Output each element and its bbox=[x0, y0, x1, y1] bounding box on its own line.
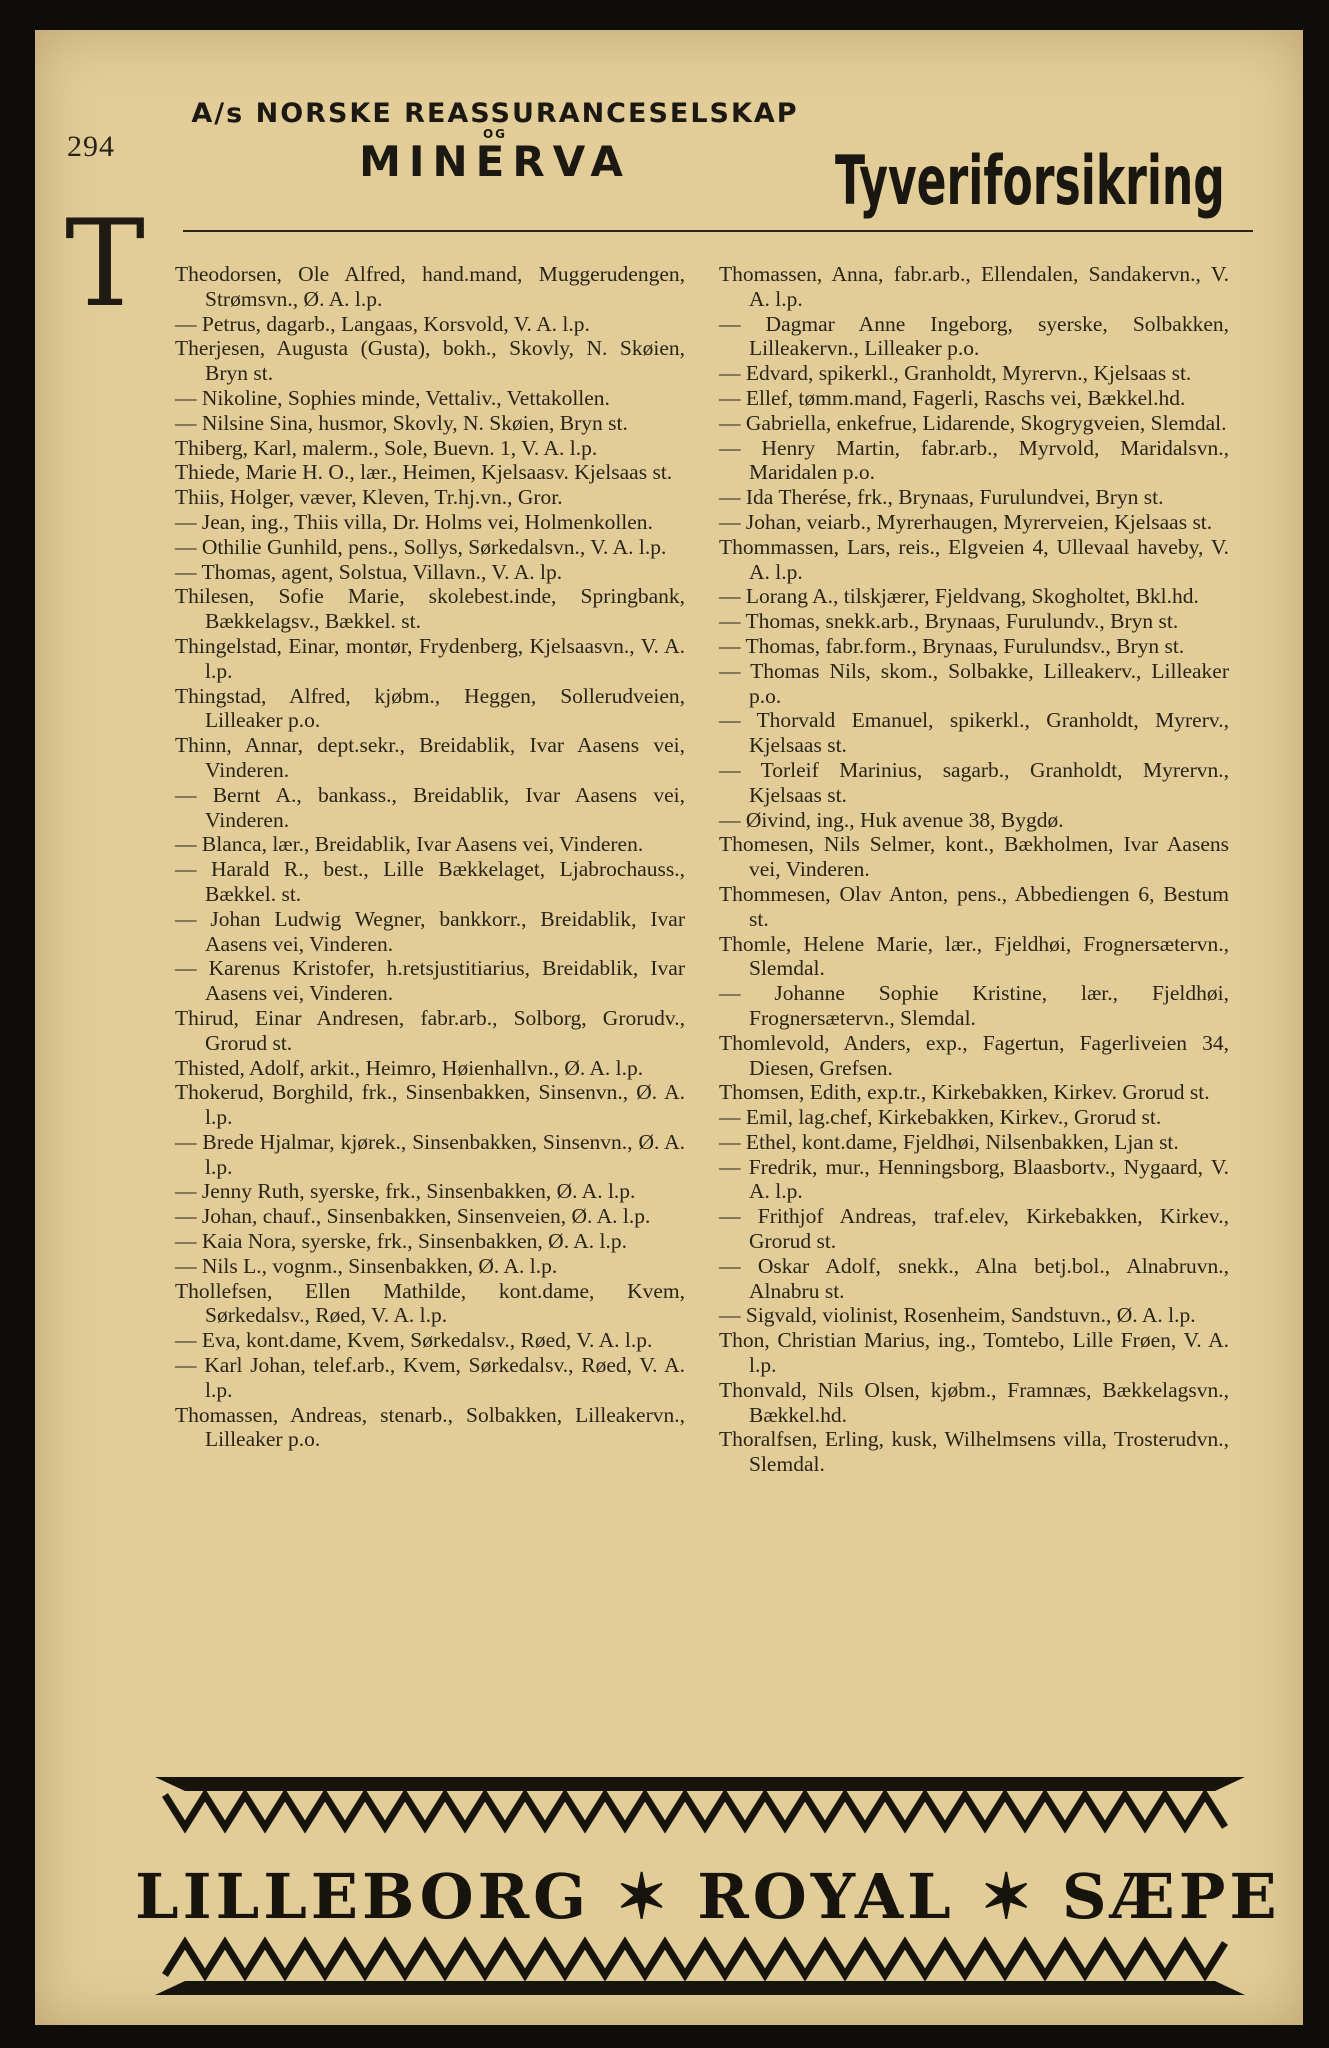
directory-entry: — Johan, veiarb., Myrerhaugen, Myrerveien, Kjelsaas st. bbox=[719, 509, 1213, 534]
directory-entry: — Ellef, tømm.mand, Fagerli, Raschs vei, Bækkel.hd. bbox=[719, 385, 1186, 410]
directory-entry: Thomesen, Nils Selmer, kont., Bækholmen, Ivar Aasens vei, Vinderen. bbox=[719, 832, 1229, 882]
directory-entry: Thingstad, Alfred, kjøbm., Heggen, Sollerudveien, Lilleaker p.o. bbox=[175, 683, 685, 733]
directory-entry: Thoralfsen, Erling, kusk, Wilhelmsens villa, Trosterudvn., Slemdal. bbox=[719, 1427, 1229, 1477]
conjunction-og: OG bbox=[482, 127, 508, 141]
directory-entry: — Bernt A., bankass., Breidablik, Ivar Aasens vei, Vinderen. bbox=[175, 782, 685, 832]
directory-entry: Thommesen, Olav Anton, pens., Abbediengen 6, Bestum st. bbox=[719, 881, 1229, 931]
directory-entry: Thiis, Holger, væver, Kleven, Tr.hj.vn., Gror. bbox=[175, 485, 563, 510]
directory-entry: — Blanca, lær., Breidablik, Ivar Aasens vei, Vinderen. bbox=[175, 832, 644, 857]
directory-entry: Thiberg, Karl, malerm., Sole, Buevn. 1, V. A. l.p. bbox=[175, 435, 598, 460]
directory-entry: — Johanne Sophie Kristine, lær., Fjeldhøi, Frognersætervn., Slemdal. bbox=[719, 981, 1229, 1030]
directory-entry: — Johan Ludwig Wegner, bankkorr., Breidablik, Ivar Aasens vei, Vinderen. bbox=[175, 906, 685, 956]
directory-entry: — Othilie Gunhild, pens., Sollys, Sørkedalsvn., V. A. l.p. bbox=[175, 534, 667, 559]
directory-entry: — Nilsine Sina, husmor, Skovly, N. Skøien, Bryn st. bbox=[175, 410, 628, 435]
directory-entry: — Henry Martin, fabr.arb., Myrvold, Maridalsvn., Maridalen p.o. bbox=[719, 435, 1229, 485]
minerva-name: MINERVA bbox=[359, 137, 631, 186]
ad-slogan: LILLEBORG ✶ ROYAL ✶ SÆPE bbox=[135, 1860, 1281, 1933]
directory-entry: Thomsen, Edith, exp.tr., Kirkebakken, Kirkev. Grorud st. bbox=[719, 1080, 1210, 1105]
directory-entry: Thinn, Annar, dept.sekr., Breidablik, Ivar Aasens vei, Vinderen. bbox=[175, 733, 685, 782]
directory-entry: — Brede Hjalmar, kjørek., Sinsenbakken, Sinsenvn., Ø. A. l.p. bbox=[175, 1129, 685, 1179]
insurance-ad-header bbox=[175, 98, 815, 186]
directory-entry: Thonvald, Nils Olsen, kjøbm., Framnæs, Bækkelagsvn., Bækkel.hd. bbox=[719, 1377, 1229, 1427]
directory-entry: — Nikoline, Sophies minde, Vettaliv., Vettakollen. bbox=[175, 385, 610, 410]
directory-entry: — Lorang A., tilskjærer, Fjeldvang, Skogholtet, Bkl.hd. bbox=[719, 584, 1199, 609]
directory-entry: — Frithjof Andreas, traf.elev, Kirkebakken, Kirkev., Grorud st. bbox=[719, 1204, 1229, 1254]
directory-page bbox=[35, 30, 1303, 2025]
directory-entry: — Jean, ing., Thiis villa, Dr. Holms vei, Holmenkollen. bbox=[175, 509, 653, 534]
directory-entry: Thilesen, Sofie Marie, skolebest.inde, Springbank, Bækkelagsv., Bækkel. st. bbox=[175, 584, 685, 634]
company-name: A/s NORSKE REASSURANCESELSKAP bbox=[191, 98, 799, 129]
directory-entry: — Harald R., best., Lille Bækkelaget, Ljabrochauss., Bækkel. st. bbox=[175, 857, 685, 906]
directory-entry: — Fredrik, mur., Henningsborg, Blaasbortv., Nygaard, V. A. l.p. bbox=[719, 1154, 1229, 1204]
header-divider bbox=[183, 230, 1253, 232]
directory-entry: — Kaia Nora, syerske, frk., Sinsenbakken, Ø. A. l.p. bbox=[175, 1229, 628, 1254]
directory-entry: Thiede, Marie H. O., lær., Heimen, Kjelsaasv. Kjelsaas st. bbox=[175, 460, 673, 485]
directory-entry: — Nils L., vognm., Sinsenbakken, Ø. A. l.p. bbox=[175, 1253, 558, 1278]
directory-entry: — Sigvald, violinist, Rosenheim, Sandstuvn., Ø. A. l.p. bbox=[719, 1303, 1196, 1328]
section-letter: T bbox=[65, 195, 146, 334]
right-column bbox=[719, 262, 1229, 1477]
directory-entry: — Karenus Kristofer, h.retsjustitiarius, Breidablik, Ivar Aasens vei, Vinderen. bbox=[175, 956, 685, 1006]
directory-entry: Thon, Christian Marius, ing., Tomtebo, Lille Frøen, V. A. l.p. bbox=[719, 1328, 1229, 1378]
directory-entry: — Thomas, snekk.arb., Brynaas, Furulundv., Bryn st. bbox=[719, 609, 1179, 634]
directory-entry: — Eva, kont.dame, Kvem, Sørkedalsv., Røed, V. A. l.p. bbox=[175, 1328, 653, 1353]
directory-entry: Thomassen, Andreas, stenarb., Solbakken, Lilleakervn., Lilleaker p.o. bbox=[175, 1402, 685, 1452]
directory-entry: — Ethel, kont.dame, Fjeldhøi, Nilsenbakken, Ljan st. bbox=[719, 1129, 1179, 1154]
directory-entry: — Thomas, fabr.form., Brynaas, Furulundsv., Bryn st. bbox=[719, 633, 1185, 658]
header-title: Tyveriforsikring bbox=[835, 142, 1225, 221]
directory-entry: — Thomas, agent, Solstua, Villavn., V. A. lp. bbox=[175, 559, 563, 584]
directory-entry: — Oskar Adolf, snekk., Alna betj.bol., Alnabruvn., Alnabru st. bbox=[719, 1253, 1229, 1303]
directory-entry: — Emil, lag.chef, Kirkebakken, Kirkev., Grorud st. bbox=[719, 1105, 1162, 1130]
directory-entry: — Torleif Marinius, sagarb., Granholdt, Myrervn., Kjelsaas st. bbox=[719, 757, 1229, 807]
zigzag-border-bottom-icon bbox=[135, 1925, 1265, 2005]
lilleborg-ad bbox=[135, 1765, 1281, 2005]
page-number: 294 bbox=[67, 130, 115, 163]
directory-entry: Thomassen, Anna, fabr.arb., Ellendalen, Sandakervn., V. A. l.p. bbox=[719, 262, 1229, 311]
zigzag-border-top-icon bbox=[135, 1765, 1265, 1845]
directory-entry: — Ida Therése, frk., Brynaas, Furulundvei, Bryn st. bbox=[719, 485, 1164, 510]
directory-entry: — Karl Johan, telef.arb., Kvem, Sørkedalsv., Røed, V. A. l.p. bbox=[175, 1353, 685, 1402]
directory-entry: — Edvard, spikerkl., Granholdt, Myrervn., Kjelsaas st. bbox=[719, 361, 1192, 386]
directory-entry: Thirud, Einar Andresen, fabr.arb., Solborg, Grorudv., Grorud st. bbox=[175, 1005, 685, 1055]
directory-entry: Thollefsen, Ellen Mathilde, kont.dame, Kvem, Sørkedalsv., Røed, V. A. l.p. bbox=[175, 1278, 685, 1328]
directory-entry: — Gabriella, enkefrue, Lidarende, Skogrygveien, Slemdal. bbox=[719, 410, 1227, 435]
directory-entry: — Thomas Nils, skom., Solbakke, Lilleakerv., Lilleaker p.o. bbox=[719, 658, 1229, 708]
left-column bbox=[175, 262, 685, 1452]
directory-entry: Thisted, Adolf, arkit., Heimro, Høienhallvn., Ø. A. l.p. bbox=[175, 1055, 644, 1080]
directory-entry: Therjesen, Augusta (Gusta), bokh., Skovly, N. Skøien, Bryn st. bbox=[175, 336, 685, 386]
directory-entry: Thomle, Helene Marie, lær., Fjeldhøi, Frognersætervn., Slemdal. bbox=[719, 931, 1229, 981]
directory-entry: — Thorvald Emanuel, spikerkl., Granholdt, Myrerv., Kjelsaas st. bbox=[719, 708, 1229, 758]
directory-entry: — Jenny Ruth, syerske, frk., Sinsenbakken, Ø. A. l.p. bbox=[175, 1179, 636, 1204]
directory-entry: Thomlevold, Anders, exp., Fagertun, Fagerliveien 34, Diesen, Grefsen. bbox=[719, 1030, 1229, 1080]
directory-entry: — Øivind, ing., Huk avenue 38, Bygdø. bbox=[719, 807, 1064, 832]
directory-entry: Thommassen, Lars, reis., Elgveien 4, Ullevaal haveby, V. A. l.p. bbox=[719, 534, 1229, 584]
directory-entry: Thokerud, Borghild, frk., Sinsenbakken, Sinsenvn., Ø. A. l.p. bbox=[175, 1080, 685, 1130]
directory-entry: — Dagmar Anne Ingeborg, syerske, Solbakken, Lilleakervn., Lilleaker p.o. bbox=[719, 311, 1229, 361]
directory-entry: Theodorsen, Ole Alfred, hand.mand, Muggerudengen, Strømsvn., Ø. A. l.p. bbox=[175, 262, 685, 311]
directory-entry: — Petrus, dagarb., Langaas, Korsvold, V. A. l.p. bbox=[175, 311, 590, 336]
directory-entry: — Johan, chauf., Sinsenbakken, Sinsenveien, Ø. A. l.p. bbox=[175, 1204, 651, 1229]
directory-entry: Thingelstad, Einar, montør, Frydenberg, Kjelsaasvn., V. A. l.p. bbox=[175, 633, 685, 683]
